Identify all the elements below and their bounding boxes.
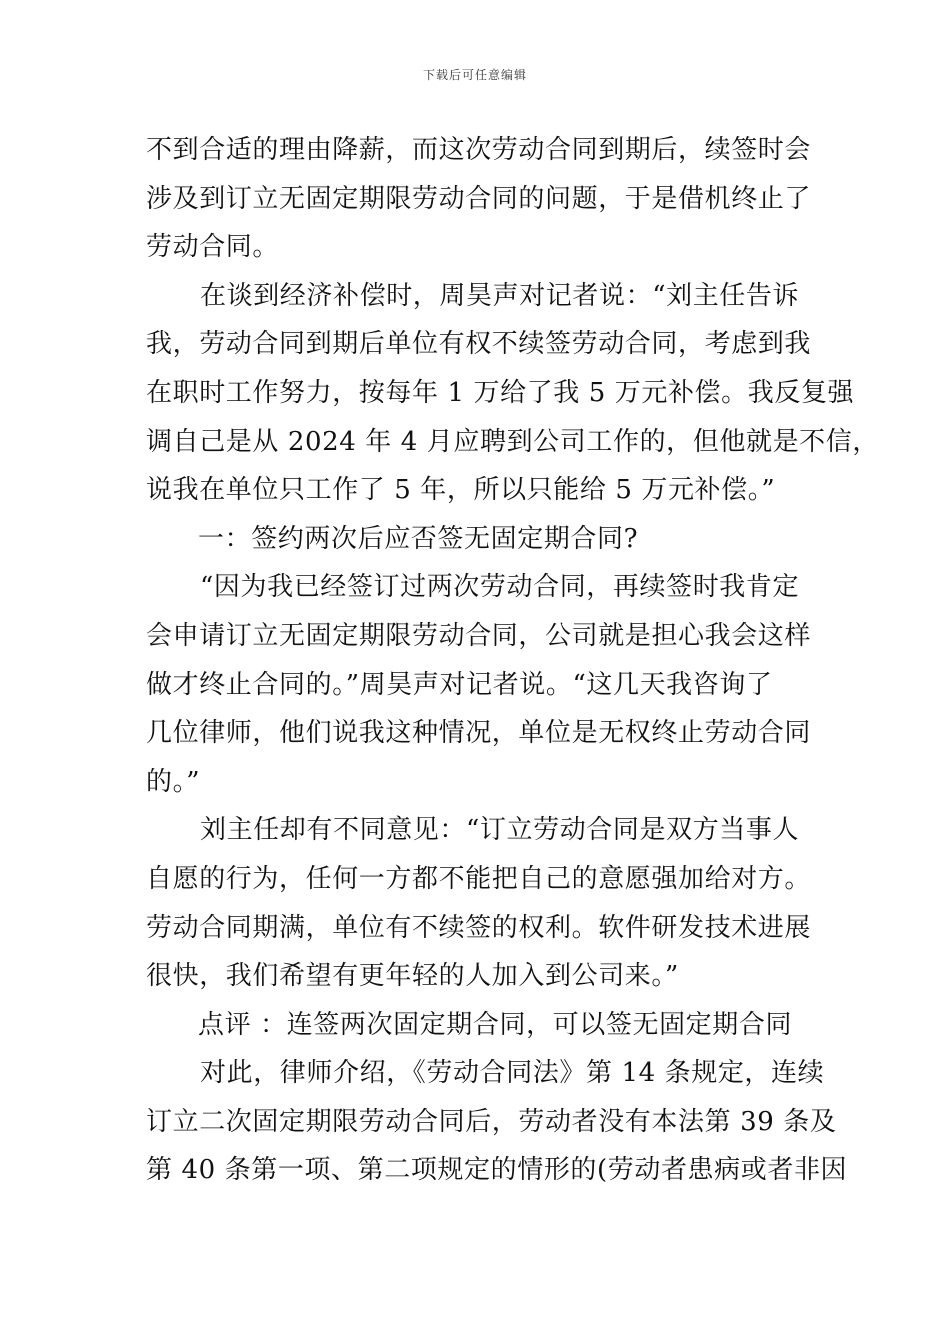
page-header: 下载后可任意编辑 xyxy=(422,68,527,82)
text-line: 会申请订立无固定期限劳动合同，公司就是担心我会这样 xyxy=(146,620,812,651)
paragraph-start-line: 刘主任却有不同意见：“订立劳动合同是双方当事人 xyxy=(200,815,800,846)
document-body xyxy=(146,126,879,1195)
commentary-heading: 点评 ：连签两次固定期合同，可以签无固定期合同 xyxy=(198,1009,793,1040)
text-line: 涉及到订立无固定期限劳动合同的问题，于是借机终止了 xyxy=(146,183,812,214)
text-line: 不到合适的理由降薪，而这次劳动合同到期后，续签时会 xyxy=(146,135,812,165)
text-line: 第 40 条第一项、第二项规定的情形的(劳动者患病或者非因 xyxy=(146,1155,848,1186)
text-line: 劳动合同期满，单位有不续签的权利。软件研发技术进展 xyxy=(146,912,812,943)
text-line: 劳动合同。 xyxy=(146,232,280,263)
text-line: 的。” xyxy=(146,766,201,797)
text-line: 在职时工作努力，按每年 1 万给了我 5 万元补偿。我反复强 xyxy=(146,377,855,408)
text-line: 很快，我们希望有更年轻的人加入到公司来。” xyxy=(146,961,679,992)
text-line: 我，劳动合同到期后单位有权不续签劳动合同，考虑到我 xyxy=(146,329,812,360)
text-line: 自愿的行为，任何一方都不能把自己的意愿强加给对方。 xyxy=(146,863,812,894)
text-line: 订立二次固定期限劳动合同后，劳动者没有本法第 39 条及 xyxy=(146,1106,837,1137)
text-line: 调自己是从 2024 年 4 月应聘到公司工作的，但他就是不信， xyxy=(146,426,879,457)
text-line: 说我在单位只工作了 5 年，所以只能给 5 万元补偿。” xyxy=(146,475,776,506)
section-heading: 一：签约两次后应否签无固定期合同? xyxy=(198,523,639,554)
paragraph-start-line: 对此，律师介绍，《劳动合同法》第 14 条规定，连续 xyxy=(200,1058,825,1089)
paragraph-start-line: 在谈到经济补偿时，周昊声对记者说：“刘主任告诉 xyxy=(200,280,800,311)
text-line: 几位律师，他们说我这种情况，单位是无权终止劳动合同 xyxy=(146,718,812,749)
paragraph-start-line: “因为我已经签订过两次劳动合同，再续签时我肯定 xyxy=(200,572,800,603)
text-line: 做才终止合同的。”周昊声对记者说。“这几天我咨询了 xyxy=(146,669,773,700)
